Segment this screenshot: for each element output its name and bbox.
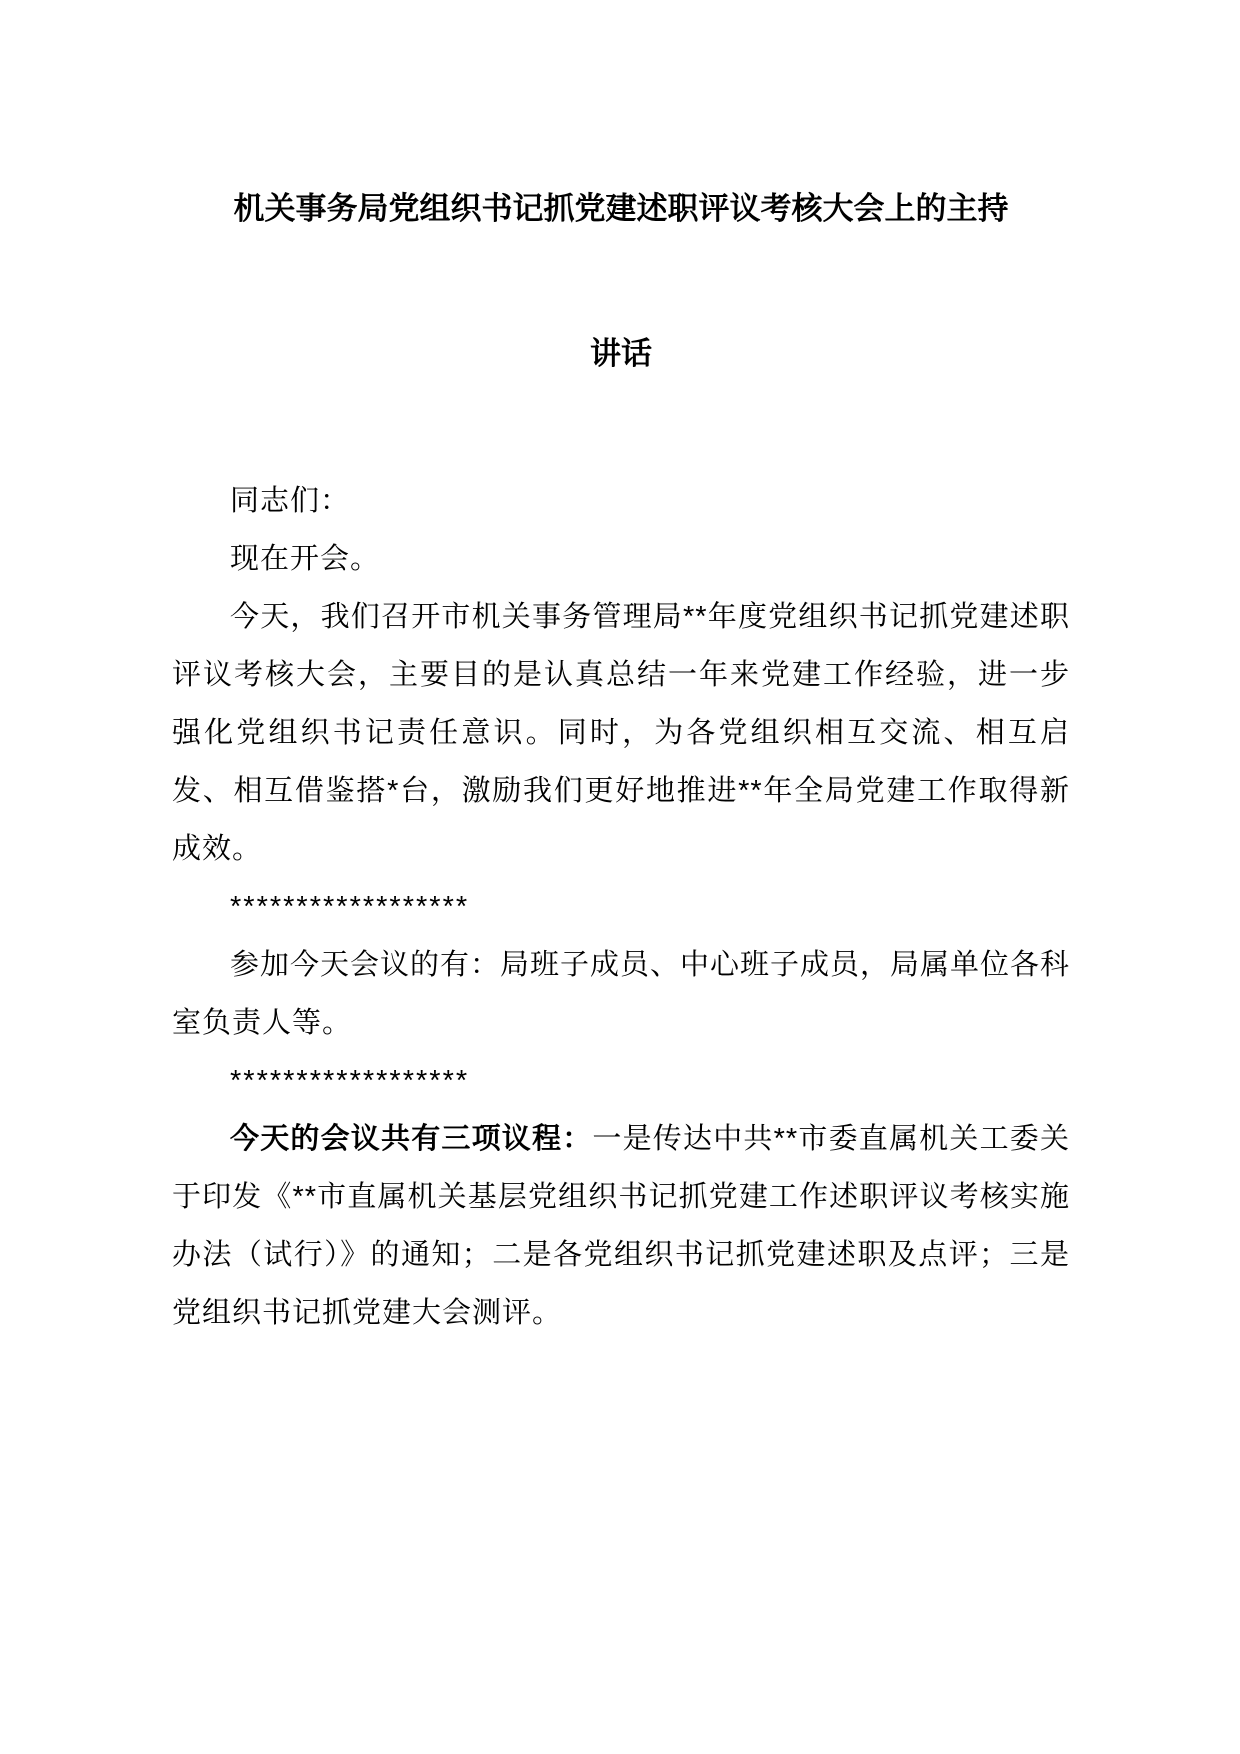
separator-asterisks-1: ****************** [230,891,470,924]
title-line-1: 机关事务局党组织书记抓党建述职评议考核大会上的主持 [233,191,1009,226]
paragraph-attendees: 参加今天会议的有：局班子成员、中心班子成员，局属单位各科室负责人等。 [172,949,1071,1040]
document-body [172,472,1070,1342]
document-title [172,190,1070,372]
title-line-2: 讲话 [590,336,652,372]
separator-asterisks-2: ****************** [230,1065,470,1098]
agenda-lead: 今天的会议共有三项议程： [230,1123,593,1156]
paragraph-agenda [172,1110,1070,1342]
paragraph-opening: 现在开会。 [230,543,381,576]
paragraph-salutation: 同志们： [230,485,351,518]
agenda-body: 一是传达中共**市委直属机关工委关于印发《**市直属机关基层党组织书记抓党建工作述职评议考核实施办法（试行）》的通知；二是各党组织书记抓党建述职及点评；三是党组织书记抓党建大会测评。 [172,1123,1070,1330]
paragraph-purpose: 今天，我们召开市机关事务管理局**年度党组织书记抓党建述职评议考核大会，主要目的是认真总结一年来党建工作经验，进一步强化党组织书记责任意识。同时，为各党组织相互交流、相互启发、相互借鉴搭*台，激励我们更好地推进**年全局党建工作取得新成效。 [172,601,1070,866]
